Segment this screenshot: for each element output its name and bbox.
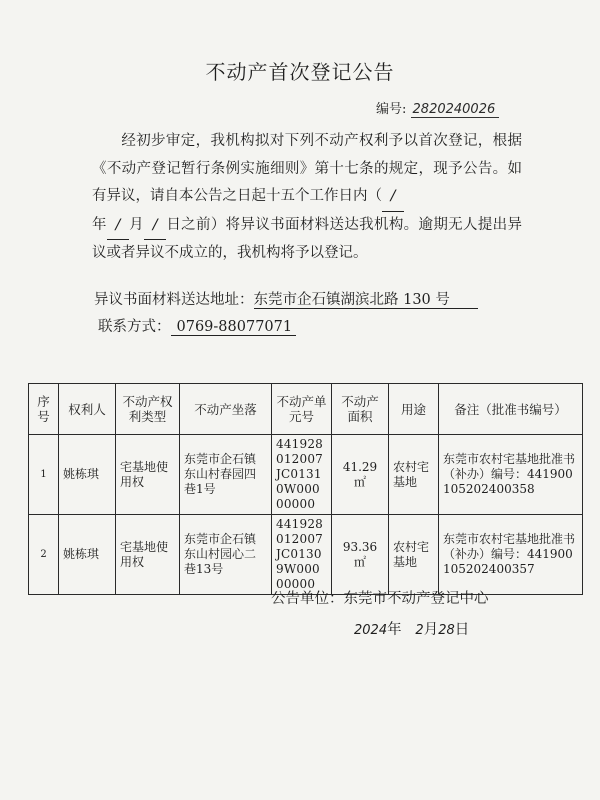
serial-value: 2820240026 [411, 102, 500, 118]
cell-area: 41.29 ㎡ [332, 435, 389, 515]
cell-no: 1 [29, 435, 59, 515]
contact-info [98, 315, 296, 336]
cell-location: 东莞市企石镇东山村春园四巷1号 [180, 435, 272, 515]
header-holder: 权利人 [59, 384, 116, 435]
date-month-char: 月 [423, 622, 439, 638]
header-remark: 备注（批准书编号） [439, 384, 583, 435]
cell-remark: 东莞市农村宅基地批准书（补办）编号：441900105202400358 [439, 435, 583, 515]
issuer [271, 587, 489, 608]
date-day-char: 日 [454, 622, 470, 638]
cell-no: 2 [29, 515, 59, 595]
contact-label: 联系方式： [98, 319, 171, 335]
serial-number [376, 98, 499, 118]
contact-value: 0769-88077071 [171, 319, 297, 336]
cell-unit-no: 441928012007JC01310W00000000 [272, 435, 332, 515]
header-area: 不动产面积 [332, 384, 389, 435]
issuer-value: 东莞市不动产登记中心 [343, 591, 489, 607]
date-day: 28 [438, 623, 455, 638]
paragraph-part1: 经初步审定，我机构拟对下列不动产权利予以首次登记，根据《不动产登记暂行条例实施细则》第十七条的规定，现予公告。如有异议，请自本公告之日起十五个工作日内（ [92, 133, 522, 204]
cell-holder: 姚栋琪 [59, 515, 116, 595]
paragraph-part2: 日之前）将异议书面材料送达我机构。逾期无人提出异议或者异议不成立的，我机构将予以登记。 [92, 216, 523, 261]
serial-label: 编号: [376, 102, 407, 117]
month-char: 月 [128, 216, 145, 233]
date-year: 2024 [354, 623, 388, 638]
header-location: 不动产坐落 [180, 384, 272, 435]
cell-area: 93.36 ㎡ [332, 515, 389, 595]
issue-date [354, 618, 469, 639]
notice-paragraph [92, 128, 522, 268]
date-year-char: 年 [387, 622, 402, 638]
table-row [29, 435, 583, 515]
objection-address [94, 288, 478, 309]
address-value: 东莞市企石镇湖滨北路 130 号 [254, 292, 478, 309]
cell-unit-no: 441928012007JC01309W00000000 [272, 515, 332, 595]
cell-location: 东莞市企石镇东山村园心二巷13号 [180, 515, 272, 595]
address-label: 异议书面材料送达地址： [94, 292, 254, 308]
cell-usage: 农村宅基地 [389, 515, 439, 595]
cell-remark: 东莞市农村宅基地批准书（补办）编号：441900105202400357 [439, 515, 583, 595]
cell-right-type: 宅基地使用权 [116, 435, 180, 515]
blank-year: / [382, 183, 404, 212]
cell-usage: 农村宅基地 [389, 435, 439, 515]
table-row [29, 515, 583, 595]
registration-table [28, 383, 583, 595]
cell-right-type: 宅基地使用权 [116, 515, 180, 595]
header-unit-no: 不动产单元号 [272, 384, 332, 435]
blank-month: / [107, 212, 129, 241]
table-header-row [29, 384, 583, 435]
notice-title: 不动产首次登记公告 [205, 60, 395, 84]
issuer-label: 公告单位： [271, 591, 344, 607]
blank-day: / [144, 212, 166, 241]
header-right-type: 不动产权利类型 [116, 384, 180, 435]
header-usage: 用途 [389, 384, 439, 435]
cell-holder: 姚栋琪 [59, 435, 116, 515]
year-char: 年 [92, 216, 107, 233]
date-month: 2 [415, 623, 424, 638]
header-no: 序号 [29, 384, 59, 435]
